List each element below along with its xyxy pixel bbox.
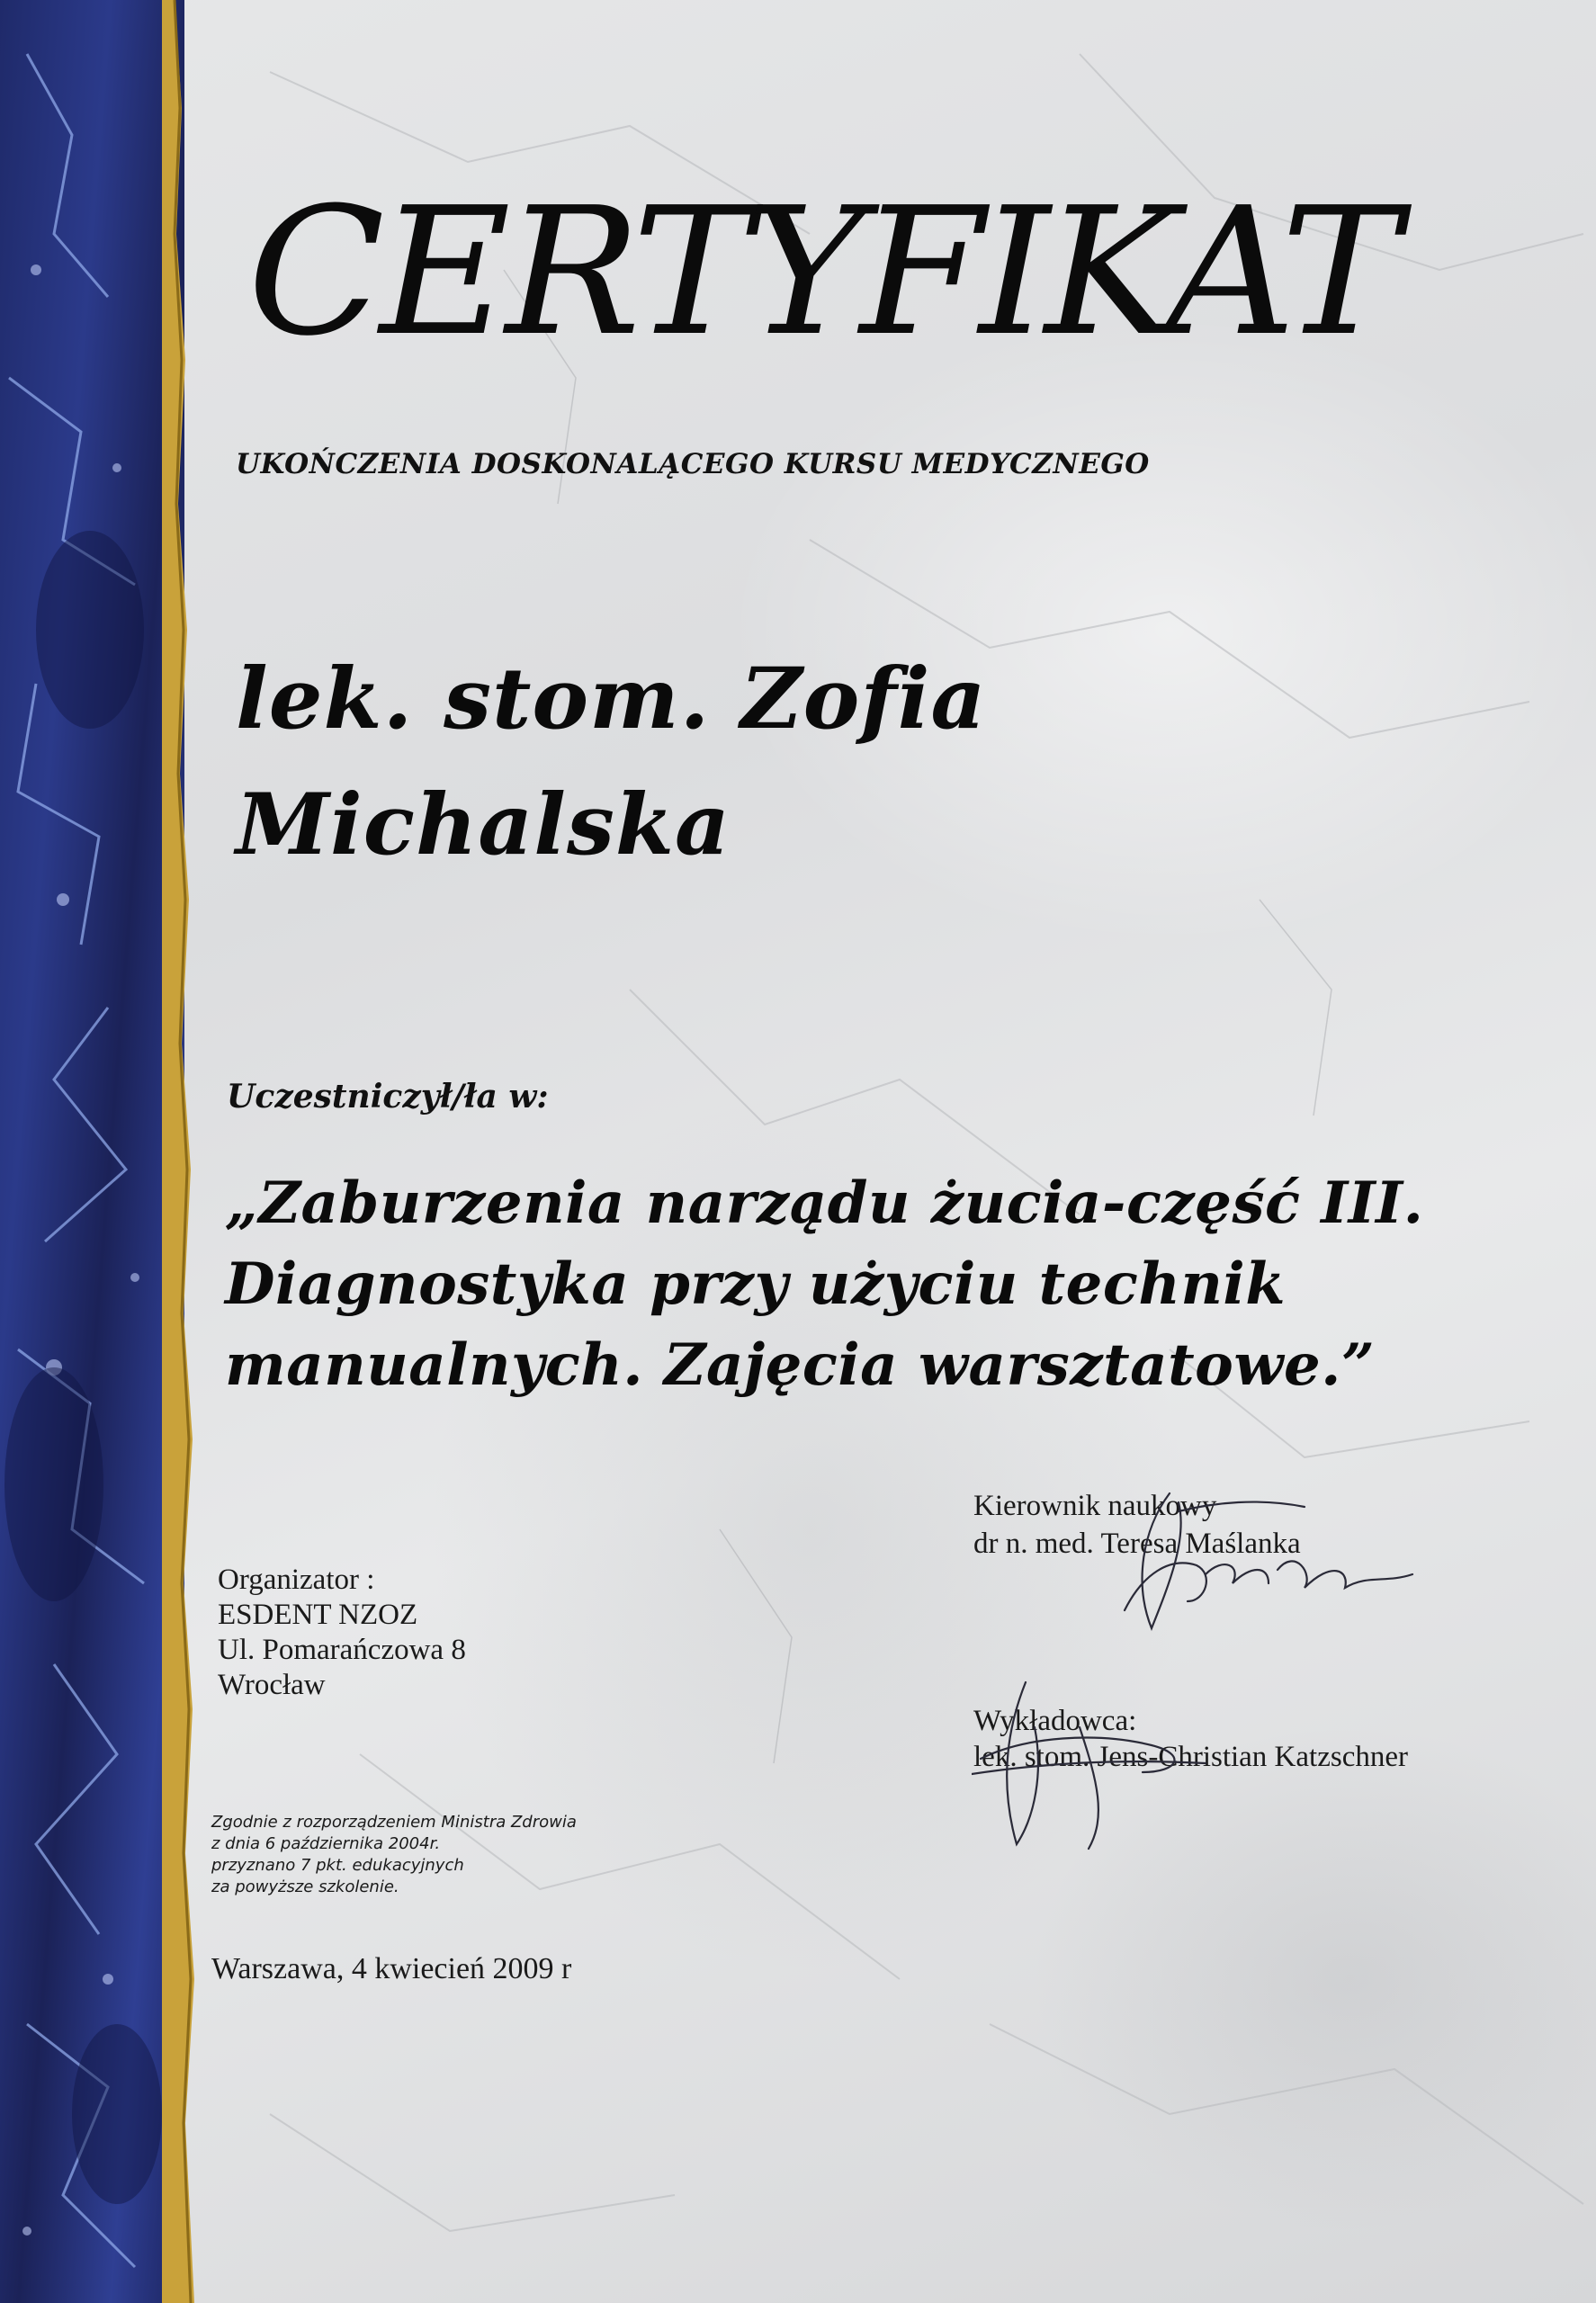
lecturer-name: lek. stom. Jens-Christian Katzschner (973, 1741, 1408, 1773)
certificate-title: CERTYFIKAT (247, 170, 1395, 375)
certificate-subtitle: UKOŃCZENIA DOSKONALĄCEGO KURSU MEDYCZNEGO (236, 448, 1150, 480)
gold-edge-border (162, 0, 216, 2303)
course-title-line2: Diagnostyka przy użyciu technik (225, 1250, 1287, 1318)
organizer-street: Ul. Pomarańczowa 8 (218, 1634, 466, 1666)
lecturer-role: Wykładowca: (973, 1705, 1137, 1737)
legal-note-line4: za powyższe szkolenie. (211, 1877, 399, 1896)
place-and-date: Warszawa, 4 kwiecień 2009 r (211, 1952, 572, 1985)
recipient-name-line2: Michalska (236, 775, 731, 874)
legal-note-line2: z dnia 6 października 2004r. (211, 1834, 441, 1853)
organizer-city: Wrocław (218, 1669, 326, 1701)
organizer-name: ESDENT NZOZ (218, 1599, 418, 1631)
course-title-line1: „Zaburzenia narządu żucia-część III. (225, 1169, 1424, 1237)
course-title-line3: manualnych. Zajęcia warsztatowe.” (225, 1331, 1376, 1399)
blue-marble-border (0, 0, 184, 2303)
legal-note-line3: przyznano 7 pkt. edukacyjnych (211, 1856, 464, 1875)
legal-note-line1: Zgodnie z rozporządzeniem Ministra Zdrowia (211, 1813, 577, 1832)
organizer-label: Organizator : (218, 1564, 375, 1596)
scientific-director-name: dr n. med. Teresa Maślanka (973, 1528, 1301, 1560)
recipient-name-line1: lek. stom. Zofia (236, 650, 987, 748)
lecturer-signature (972, 1673, 1278, 1853)
scientific-director-signature (1035, 1475, 1421, 1637)
participated-label: Uczestniczył/ła w: (227, 1078, 549, 1116)
scientific-director-role: Kierownik naukowy (973, 1490, 1217, 1522)
